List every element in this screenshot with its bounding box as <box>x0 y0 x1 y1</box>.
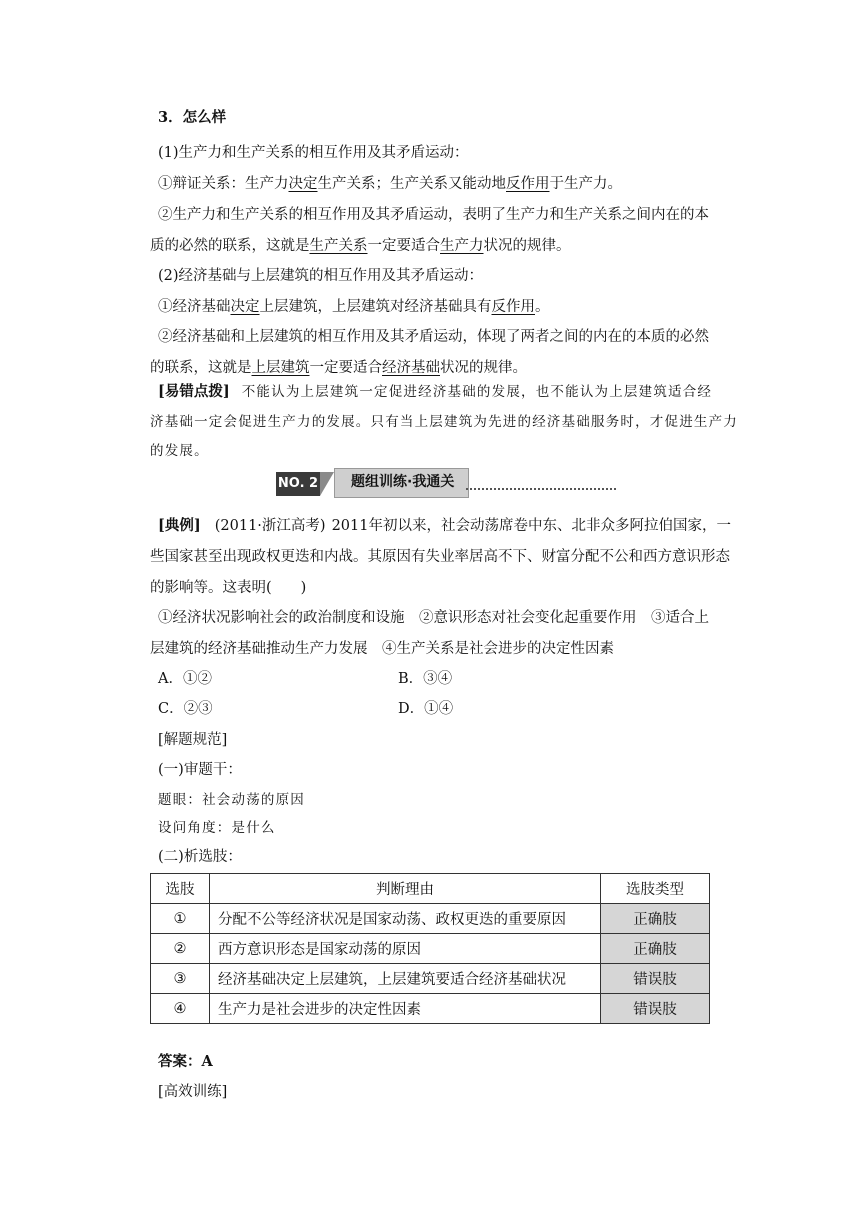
cell-choice: ① <box>151 904 210 934</box>
example-text: 2011年初以来，社会动荡席卷中东、北非众多阿拉伯国家，一 <box>331 518 731 534</box>
underlined-term: 反作用 <box>491 299 535 315</box>
cell-type: 正确肢 <box>601 934 710 964</box>
cell-type: 错误肢 <box>601 964 710 994</box>
cell-reason: 生产力是社会进步的决定性因素 <box>210 994 601 1024</box>
text-span: 上层建筑，上层建筑对经济基础具有 <box>259 299 492 315</box>
text-span: 一定要适合 <box>367 238 440 254</box>
text-span: ①经济基础 <box>158 299 231 315</box>
text-span: 。 <box>535 299 550 315</box>
solution-step1: (一)审题干： <box>158 762 242 778</box>
underlined-term: 生产关系 <box>309 238 368 254</box>
example-label: [典例] <box>158 517 201 534</box>
option-b: B．③④ <box>398 671 453 687</box>
example-source: (2011·浙江高考) <box>214 518 326 534</box>
table-row <box>151 994 710 1024</box>
banner-number: NO. 2 <box>276 472 320 496</box>
text-span: 生产关系；生产关系又能动地 <box>317 176 506 192</box>
table-header-row <box>151 874 710 904</box>
text-span: 一定要适合 <box>309 360 382 376</box>
section-heading: 3．怎么样 <box>158 109 227 126</box>
header-type: 选肢类型 <box>601 874 710 904</box>
training-label: [高效训练] <box>158 1084 228 1100</box>
option-c: C．②③ <box>158 701 213 717</box>
example-line1 <box>158 516 731 536</box>
solution-angle: 设问角度：是什么 <box>158 820 276 836</box>
tip-line3: 的发展。 <box>150 443 209 459</box>
cell-reason: 分配不公等经济状况是国家动荡、政权更迭的重要原因 <box>210 904 601 934</box>
header-choice: 选肢 <box>151 874 210 904</box>
example-statements-line2: 层建筑的经济基础推动生产力发展 ④生产关系是社会进步的决定性因素 <box>150 641 614 657</box>
underlined-term: 决定 <box>230 299 260 315</box>
banner-wedge <box>320 472 334 496</box>
text-span: 状况的规律。 <box>483 238 571 254</box>
cell-choice: ④ <box>151 994 210 1024</box>
option-d: D．①④ <box>398 701 454 717</box>
table-row <box>151 964 710 994</box>
option-a: A．①② <box>158 671 212 687</box>
paragraph-1-a <box>158 174 622 194</box>
text-span: 的联系，这就是 <box>150 360 252 376</box>
text-span: 于生产力。 <box>549 176 622 192</box>
tip-line2: 济基础一定会促进生产力的发展。只有当上层建筑为先进的经济基础服务时，才促进生产力 <box>150 414 738 430</box>
underlined-term: 经济基础 <box>382 360 440 376</box>
text-span: 状况的规律。 <box>440 360 527 376</box>
cell-reason: 西方意识形态是国家动荡的原因 <box>210 934 601 964</box>
text-span: ①辩证关系：生产力 <box>158 176 289 192</box>
paragraph-1-title: (1)生产力和生产关系的相互作用及其矛盾运动： <box>158 145 469 161</box>
tip-label: [易错点拨] <box>158 383 230 400</box>
example-statements-line1: ①经济状况影响社会的政治制度和设施 ②意识形态对社会变化起重要作用 ③适合上 <box>158 610 709 626</box>
paragraph-2-a <box>158 297 550 317</box>
tip-text: 不能认为上层建筑一定促进经济基础的发展，也不能认为上层建筑适合经 <box>241 384 713 400</box>
table-row <box>151 904 710 934</box>
cell-type: 错误肢 <box>601 994 710 1024</box>
solution-step2: (二)析选肢： <box>158 849 242 865</box>
paragraph-1-b-line2 <box>150 236 571 256</box>
header-reason: 判断理由 <box>210 874 601 904</box>
cell-reason: 经济基础决定上层建筑，上层建筑要适合经济基础状况 <box>210 964 601 994</box>
underlined-term: 反作用 <box>506 176 550 192</box>
underlined-term: 生产力 <box>440 238 484 254</box>
cell-choice: ③ <box>151 964 210 994</box>
table-row <box>151 934 710 964</box>
paragraph-2-b-line1: ②经济基础和上层建筑的相互作用及其矛盾运动，体现了两者之间的内在的本质的必然 <box>158 329 709 345</box>
paragraph-1-b-line1: ②生产力和生产关系的相互作用及其矛盾运动，表明了生产力和生产关系之间内在的本 <box>158 207 709 223</box>
solution-eye: 题眼：社会动荡的原因 <box>158 792 305 808</box>
cell-choice: ② <box>151 934 210 964</box>
text-span: 质的必然的联系，这就是 <box>150 238 310 254</box>
paragraph-2-b-line2 <box>150 358 527 378</box>
paragraph-2-title: (2)经济基础与上层建筑的相互作用及其矛盾运动： <box>158 268 484 284</box>
banner-title: 题组训练·我通关 <box>334 468 469 498</box>
example-line2: 些国家甚至出现政权更迭和内战。其原因有失业率居高不下、财富分配不公和西方意识形态 <box>150 549 730 565</box>
example-line3: 的影响等。这表明( ) <box>150 580 307 596</box>
tip-line1 <box>158 382 712 402</box>
solution-label: [解题规范] <box>158 732 228 748</box>
banner-dotted-rule <box>466 488 616 490</box>
cell-type: 正确肢 <box>601 904 710 934</box>
analysis-table <box>150 873 710 1024</box>
underlined-term: 决定 <box>288 176 318 192</box>
section-banner <box>276 468 616 498</box>
answer: 答案：A <box>158 1053 213 1070</box>
underlined-term: 上层建筑 <box>251 360 310 376</box>
